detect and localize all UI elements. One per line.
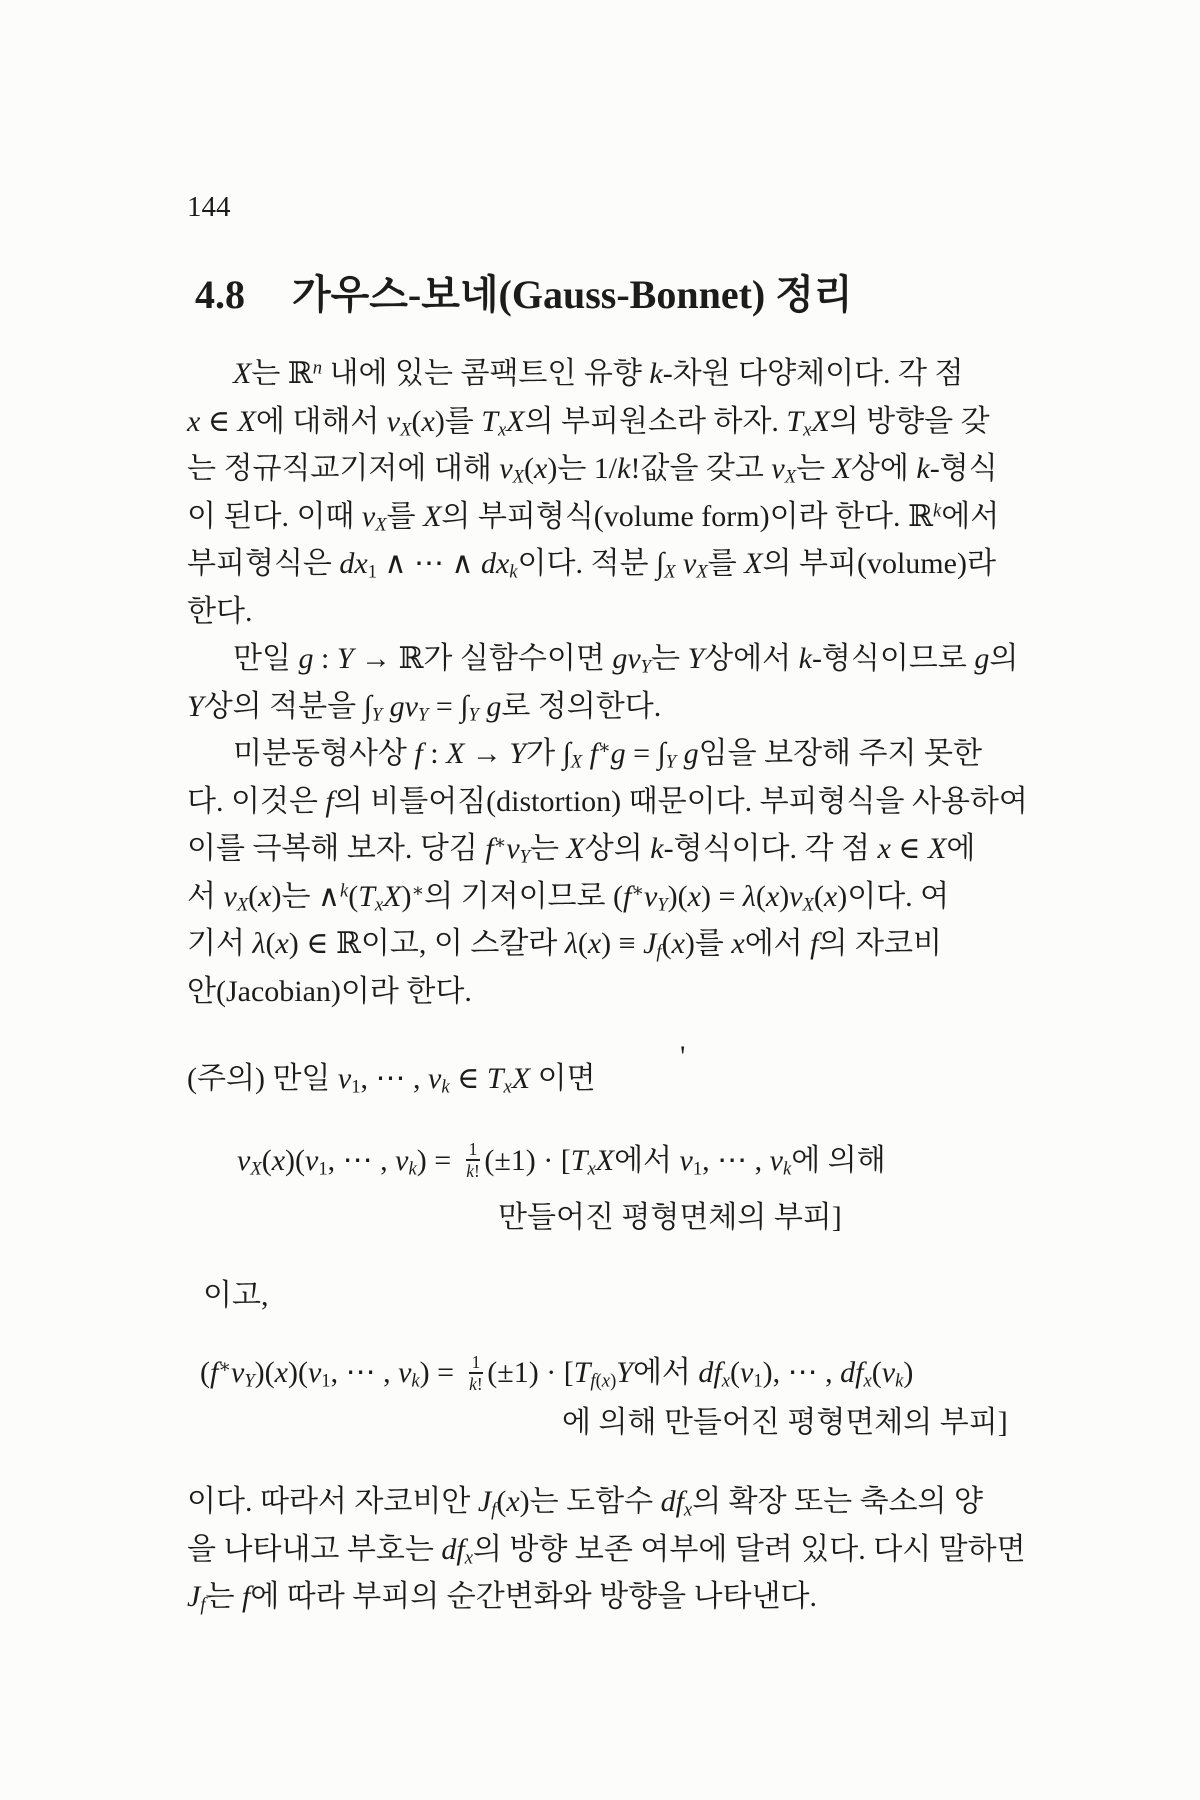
page-content	[187, 192, 1027, 1621]
section-number: 4.8	[195, 272, 245, 317]
scan-artifact-mark: '	[680, 1040, 686, 1073]
text-line: 기서 λ(x) ∈ ℝ이고, 이 스칼라 $\lambda(x) \equiv J_f(x)$를 x에서 f의 자코비	[187, 927, 942, 963]
text-line: Y상의 적분을 $\int_Y$ $gv_Y = \int_Y$ g로 정의한다.	[187, 689, 662, 726]
equation-1	[187, 1137, 1027, 1242]
text-line: $J_f$는 f에 따라 부피의 순간변화와 방향을 나타낸다.	[187, 1580, 817, 1616]
text-line: 다. 이것은 f의 비틀어짐(distortion) 때문이다. 부피형식을 사용하여	[187, 784, 1028, 818]
section-heading	[195, 272, 1027, 318]
text-line: 을 나타내고 부호는 $df_x$의 방향 보존 여부에 달려 있다. 다시 말하면	[187, 1532, 1026, 1569]
text-line: 한다.	[187, 594, 253, 628]
paragraph-1	[187, 350, 1027, 635]
text-line: 부피형식은 $dx_1$ ∧ ⋯ ∧ $dx_k$이다. 적분 $\int_X$ $v_X$를 X의 부피(volume)라	[187, 547, 996, 583]
text-line: x ∈ X에 대해서 $v_X(x)$를 $T_xX$의 부피원소라 하자. $T_xX$의 방향을 갖	[187, 404, 990, 441]
text-line: 이 된다. 이때 $v_X$를 X의 부피형식(volume form)이라 한다. ℝ$^k$에서	[187, 499, 1000, 536]
note-line: (주의) 만일 $v_1$, ⋯ , $v_k$ ∈ $T_xX$ 이면	[187, 1062, 596, 1098]
page-number: 144	[187, 191, 231, 223]
text-line: 서 $v_X(x)$는 $\wedge^k(T_xX)^∗$의 기저이므로 $(f^∗v_Y)(x) = \lambda(x)v_X(x)$이다. 여	[187, 879, 950, 916]
connector-text: 이고,	[203, 1278, 269, 1312]
equation-2	[187, 1349, 1027, 1446]
section-title: 가우스-보네(Gauss-Bonnet) 정리	[292, 272, 853, 317]
equation-line: $v_X(x)(v_1$, ⋯ , $v_k$) = $\frac{1}{k!}$ $(\pm 1) \cdot [T_xX$에서 $v_1$, ⋯ , $v_k$에 의해	[237, 1139, 886, 1182]
text-line: 이다. 따라서 자코비안 $J_f(x)$는 도함수 $df_x$의 확장 또는 축소의 양	[187, 1485, 984, 1521]
text-line: 는 정규직교기저에 대해 $v_X(x)$는 1/k!값을 갖고 $v_X$는 X상에 k-형식	[187, 452, 998, 488]
equation-line: 만들어진 평형면체의 부피]	[498, 1201, 842, 1234]
text-line: 미분동형사상 f : X → Y가 $\int_X$ $f^∗g = \int_Y$ g임을 보장해 주지 못한	[233, 737, 982, 773]
text-line: X는 ℝ$^n$ 내에 있는 콤팩트인 유향 k-차원 다양체이다. 각 점	[233, 357, 964, 390]
paragraph-3	[187, 730, 1027, 1015]
paragraph-2	[187, 635, 1027, 730]
text-line: 이를 극복해 보자. 당김 $f^∗v_Y$는 X상의 k-형식이다. 각 점 x ∈ X에	[187, 832, 976, 868]
paragraph-4	[187, 1478, 1027, 1621]
body-text	[187, 350, 1027, 1621]
equation-line: 에 의해 만들어진 평형면체의 부피]	[562, 1405, 1008, 1439]
text-line: 만일 g : Y → ℝ가 실함수이면 $gv_Y$는 Y상에서 k-형식이므로 g의	[233, 642, 1019, 678]
text-line: 안(Jacobian)이라 한다.	[187, 974, 472, 1008]
equation-line: $(f^∗v_Y)(x)(v_1$, ⋯ , $v_k$) = $\frac{1}{k!}$ $(\pm 1) \cdot [T_{f(x)}Y$에서 $df_x(v_1)$, ⋯ , $df_x(v_k)$	[200, 1351, 914, 1394]
